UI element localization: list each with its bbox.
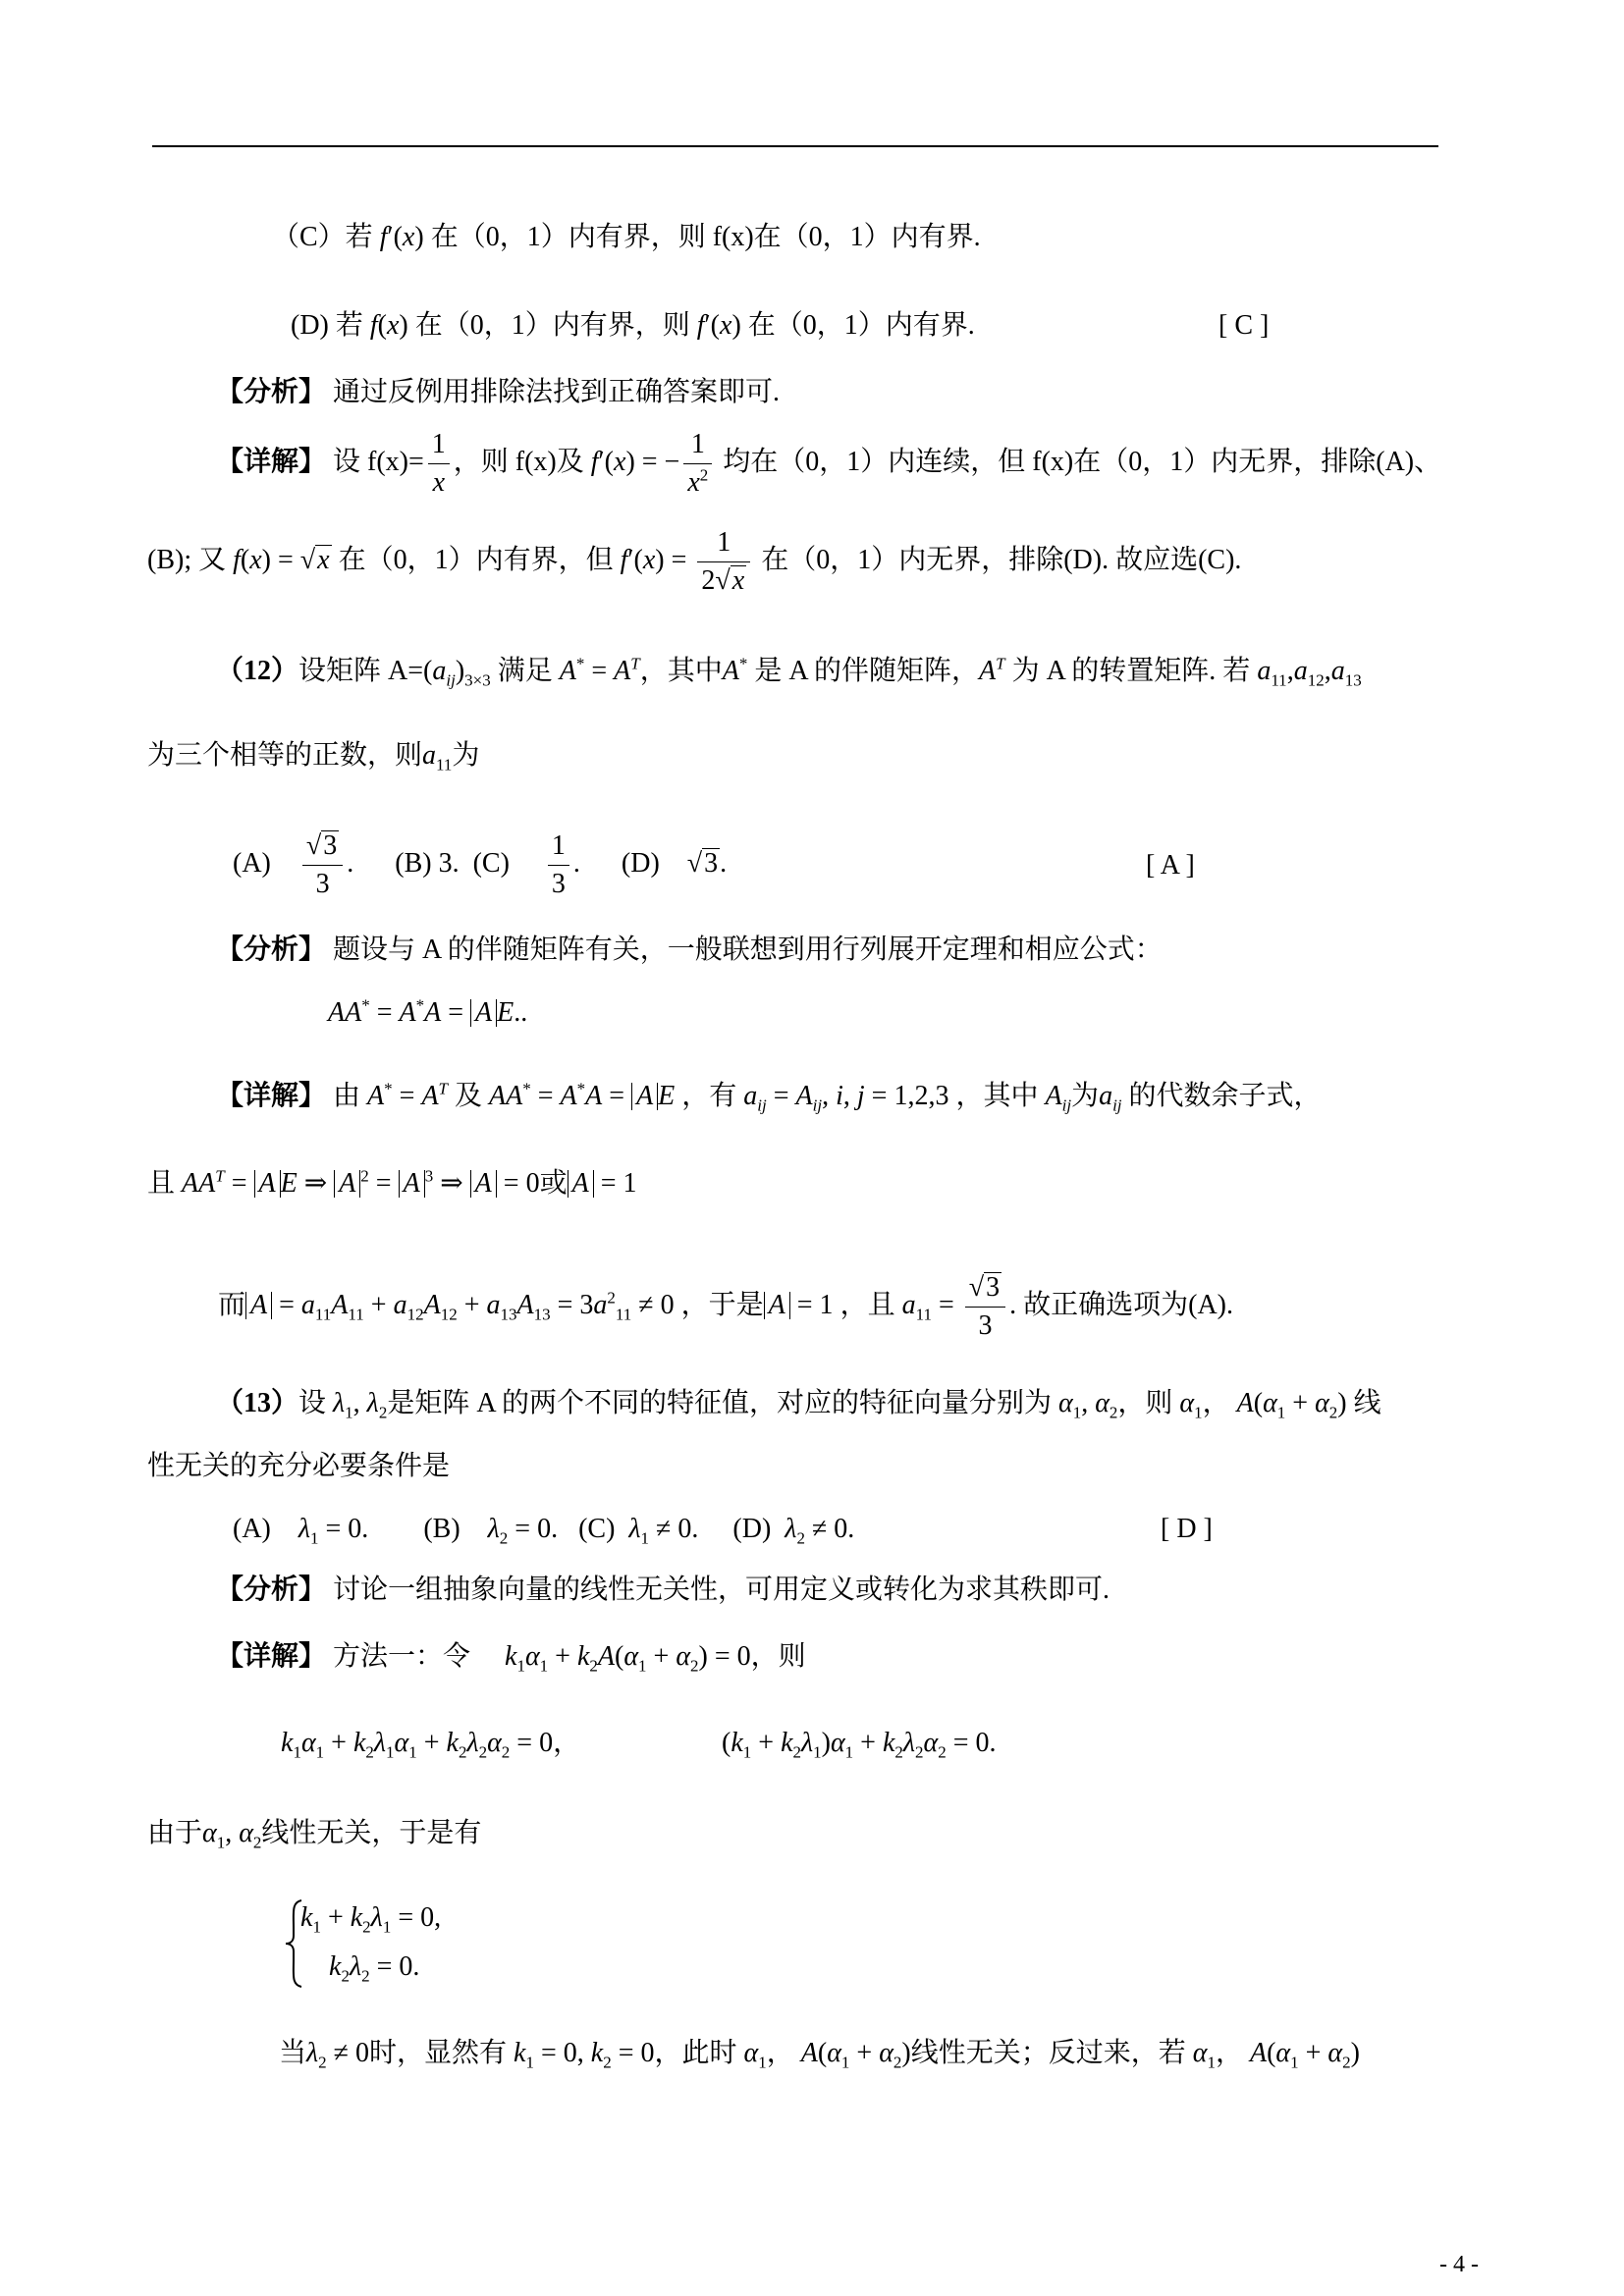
q12-solution-line1: 【详解】 由 $A^* = A^T$ 及 AA* = A*A = A E ，有 $a_{ij} = A_{ij}$, i, j = 1,2,3 ，其中 $A_{ij}$为$a_{ij}$ 的代数余子式， [216,1079,1322,1115]
q13-equation-2: $(k_1 + k_2\lambda_1)\alpha_1 + k_2\lambda_2\alpha_2 = 0$. [722,1728,997,1762]
q13-options: (A) $\lambda_1 = 0$. (B) $\lambda_2 = 0$. (C) $\lambda_1 \ne 0$. (D) $\lambda_2 \ne 0$. [233,1514,855,1548]
q11-option-d: (D) 若 f(x) 在（0，1）内有界，则 f′(x) 在（0，1）内有界. [291,310,975,341]
q12-options: (A) $\frac{√3}{3}$ . (B) 3. (C) $\frac{1}{3}$ . (D) √3. [233,830,728,900]
q13-when-line: 当$\lambda_2 \ne 0$时，显然有 $k_1 = 0$, $k_2 = 0$，此时 $\alpha_1$， $A(\alpha_1 + \alpha_2)$线性无关；反过来，若 $\alpha_1$， $A(\alpha_1 + \alpha_2)$ [279,2038,1360,2072]
q12-answer: [ A ] [1146,850,1195,881]
q13-equation-1: $k_1\alpha_1 + k_2\lambda_1\alpha_1 + k_2\lambda_2\alpha_2 = 0$， [281,1728,581,1762]
q12-stem-line2: 为三个相等的正数，则$a_{11}$为 [147,740,480,774]
q12-stem: （12）设矩阵 $A=(a_{ij})_{3\times 3}$ 满足 $A^* = A^T$，其中A* 是 A 的伴随矩阵，$A^T$ 为 A 的转置矩阵. 若 $a_{11},a_{12},a_{13}$ [216,654,1362,690]
q12-analysis-formula: AA* = A*A = A E.. [328,995,528,1028]
header-rule [152,145,1438,147]
system-equation-2: $k_2\lambda_2 = 0$. [329,1951,420,1986]
q12-solution-line3: 而 $A = a_{11}A_{11} + a_{12}A_{12} + a_{13}A_{13} = 3a^2_{11} \ne 0$ ，于是 A = 1 ，且 $a_{11}$ = $\frac{√3}{3}$ . 故正确选项为(A). [218,1272,1233,1342]
q13-solution-line1: 【详解】 方法一：令 $k_1\alpha_1 + k_2A(\alpha_1 + \alpha_2) = 0$，则 [216,1641,806,1676]
q13-analysis: 【分析】 讨论一组抽象向量的线性无关性，可用定义或转化为求其秩即可. [216,1575,1110,1605]
page-number: - 4 - [1439,2252,1479,2277]
q13-answer: [ D ] [1161,1514,1213,1544]
q11-solution-line2: (B); 又 f(x) = √x 在（0，1）内有界，但 f′(x) = $\frac{1}{2√x}$ 在（0，1）内无界，排除(D). 故应选(C). [147,527,1242,597]
q11-solution-line1: 【详解】 设 f(x)= $\frac{1}{x}$ ，则 f(x)及 f′(x) = − $\frac{1}{x^2}$ 均在（0，1）内连续，但 f(x)在（0，1）内无界，排除(A)、 [216,429,1442,499]
q13-since-line: 由于$\alpha_1$, $\alpha_2$线性无关，于是有 [147,1818,482,1852]
q11-option-c: （C）若 f′(x) 在（0，1）内有界，则 f(x)在（0，1）内有界. [272,222,981,252]
q12-analysis: 【分析】 题设与 A 的伴随矩阵有关，一般联想到用行列展开定理和相应公式： [216,934,1163,965]
q11-analysis: 【分析】 通过反例用排除法找到正确答案即可. [216,377,781,407]
q12-solution-line2: 且 $AA^T = A$ E ⇒ A $^2$ = A $^3$ ⇒ A = 0或 A = 1 [147,1166,637,1199]
q13-stem-line2: 性无关的充分必要条件是 [147,1451,451,1481]
q13-stem: （13）设 $\lambda_1$, $\lambda_2$是矩阵 A 的两个不同的特征值，对应的特征向量分别为 $\alpha_1$, $\alpha_2$，则 $\alpha_1$， $A(\alpha_1 + \alpha_2)$ 线 [216,1388,1381,1422]
system-equation-1: $k_1 + k_2\lambda_1 = 0$, [300,1902,442,1937]
q11-answer: [ C ] [1218,310,1270,341]
